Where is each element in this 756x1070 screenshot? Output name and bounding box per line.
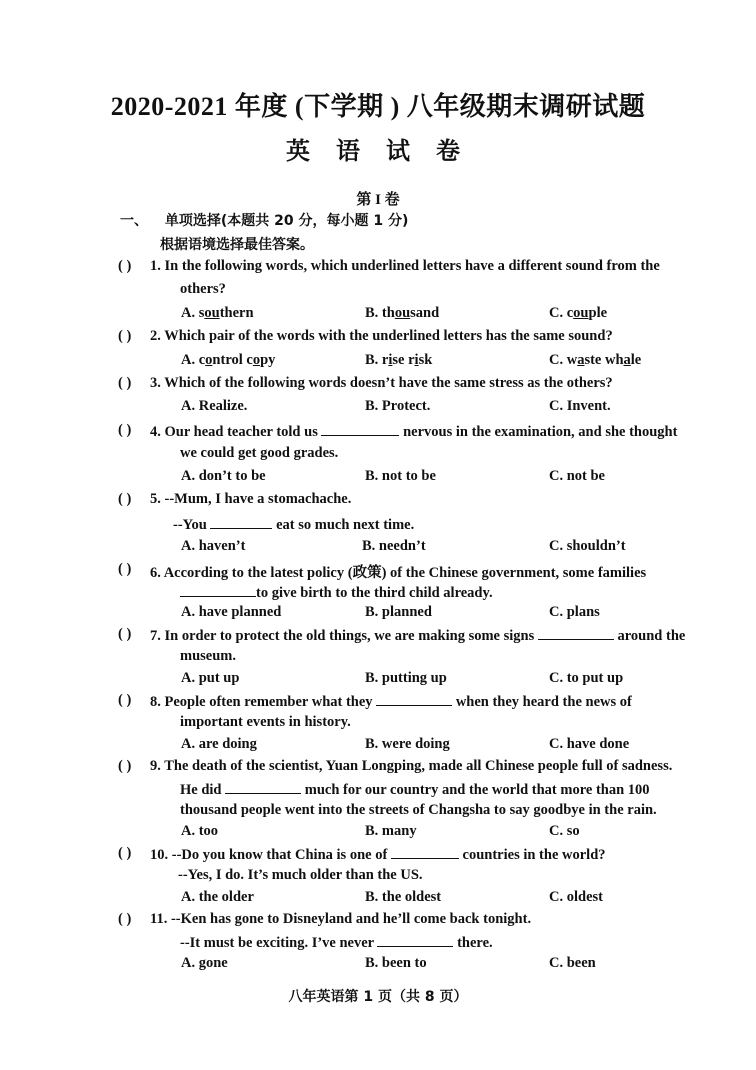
question-2-text: 2. Which pair of the words with the underlined letters has the same sound? <box>150 328 613 344</box>
question-4-text-cont: we could get good grades. <box>180 445 339 461</box>
question-11-option-a[interactable]: A. gone <box>181 955 228 971</box>
question-7-option-c[interactable]: C. to put up <box>549 670 624 686</box>
question-10-option-b[interactable]: B. the oldest <box>365 889 442 905</box>
question-3-option-a[interactable]: A. Realize. <box>181 398 248 414</box>
question-1-text-cont: others? <box>180 281 226 297</box>
answer-paren-6[interactable]: ( ) <box>118 561 132 577</box>
answer-paren-4[interactable]: ( ) <box>118 422 132 438</box>
exam-title: 2020-2021 年度 (下学期 ) 八年级期末调研试题 <box>110 92 646 121</box>
question-6-text-cont: to give birth to the third child already. <box>180 583 493 602</box>
answer-blank <box>210 515 272 529</box>
answer-paren-1[interactable]: ( ) <box>118 258 132 274</box>
question-9-option-a[interactable]: A. too <box>181 823 219 839</box>
question-10-option-a[interactable]: A. the older <box>181 889 254 905</box>
answer-paren-8[interactable]: ( ) <box>118 692 132 708</box>
question-9-text-cont-2: thousand people went into the streets of Changsha to say goodbye in the rain. <box>180 802 657 818</box>
question-5-text: 5. --Mum, I have a stomachache. <box>150 491 352 507</box>
answer-paren-7[interactable]: ( ) <box>118 626 132 642</box>
question-8-text-cont: important events in history. <box>180 714 351 730</box>
question-8-text: 8. People often remember what they when they heard the news of <box>150 694 632 710</box>
answer-blank <box>538 626 614 640</box>
question-4-option-b[interactable]: B. not to be <box>365 468 436 484</box>
question-6-option-a[interactable]: A. have planned <box>181 604 282 620</box>
question-1-option-c[interactable]: C. couple <box>549 305 608 321</box>
section-title: 单项选择(本题共 20 分，每小题 1 分) <box>164 213 409 229</box>
answer-paren-9[interactable]: ( ) <box>118 758 132 774</box>
answer-blank <box>321 422 399 436</box>
question-7-option-a[interactable]: A. put up <box>181 670 240 686</box>
question-11-option-b[interactable]: B. been to <box>365 955 427 971</box>
answer-blank <box>180 583 256 597</box>
question-5-option-b[interactable]: B. needn’t <box>362 538 426 554</box>
question-11-text-cont: --It must be exciting. I’ve never there. <box>180 935 493 951</box>
answer-paren-11[interactable]: ( ) <box>118 911 132 927</box>
question-4-text: 4. Our head teacher told us nervous in the examination, and she thought <box>150 424 678 440</box>
question-4-option-c[interactable]: C. not be <box>549 468 605 484</box>
question-4-option-a[interactable]: A. don’t to be <box>181 468 266 484</box>
question-11-text: 11. --Ken has gone to Disneyland and he’ll come back tonight. <box>150 911 532 927</box>
question-6-text: 6. According to the latest policy (政策) of the Chinese government, some families <box>150 565 647 581</box>
answer-blank <box>377 933 453 947</box>
question-3-option-c[interactable]: C. Invent. <box>549 398 611 414</box>
question-1-option-b[interactable]: B. thousand <box>365 305 440 321</box>
question-5-text-cont: --You eat so much next time. <box>173 517 415 533</box>
volume-label: 第 I 卷 <box>356 192 400 208</box>
page-footer: 八年英语第 1 页（共 8 页） <box>288 989 468 1005</box>
section-number: 一、 <box>120 213 148 229</box>
answer-blank <box>225 780 301 794</box>
question-6-option-c[interactable]: C. plans <box>549 604 600 620</box>
question-1-option-a[interactable]: A. southern <box>181 305 254 321</box>
question-9-option-b[interactable]: B. many <box>365 823 417 839</box>
question-8-option-b[interactable]: B. were doing <box>365 736 450 752</box>
question-7-option-b[interactable]: B. putting up <box>365 670 447 686</box>
question-5-option-c[interactable]: C. shouldn’t <box>549 538 626 554</box>
question-2-option-b[interactable]: B. rise risk <box>365 352 433 368</box>
question-3-option-b[interactable]: B. Protect. <box>365 398 431 414</box>
question-9-text: 9. The death of the scientist, Yuan Longping, made all Chinese people full of sadness. <box>150 758 673 774</box>
question-5-option-a[interactable]: A. haven’t <box>181 538 246 554</box>
question-8-option-a[interactable]: A. are doing <box>181 736 257 752</box>
question-7-text-cont: museum. <box>180 648 236 664</box>
question-10-text: 10. --Do you know that China is one of countries in the world? <box>150 847 606 863</box>
question-1-text: 1. In the following words, which underlined letters have a different sound from the <box>150 258 660 274</box>
answer-paren-2[interactable]: ( ) <box>118 328 132 344</box>
question-9-option-c[interactable]: C. so <box>549 823 580 839</box>
question-11-option-c[interactable]: C. been <box>549 955 596 971</box>
question-6-option-b[interactable]: B. planned <box>365 604 432 620</box>
question-2-option-c[interactable]: C. waste whale <box>549 352 642 368</box>
answer-paren-10[interactable]: ( ) <box>118 845 132 861</box>
question-8-option-c[interactable]: C. have done <box>549 736 630 752</box>
question-7-text: 7. In order to protect the old things, we are making some signs around the <box>150 628 686 644</box>
question-9-text-cont: He did much for our country and the world that more than 100 <box>180 782 650 798</box>
question-3-text: 3. Which of the following words doesn’t have the same stress as the others? <box>150 375 613 391</box>
question-10-text-cont: --Yes, I do. It’s much older than the US. <box>178 867 423 883</box>
answer-paren-5[interactable]: ( ) <box>118 491 132 507</box>
section-heading <box>120 210 408 230</box>
answer-blank <box>376 692 452 706</box>
question-2-option-a[interactable]: A. control copy <box>181 352 276 368</box>
exam-subtitle: 英 语 试 卷 <box>286 139 470 165</box>
answer-blank <box>391 845 459 859</box>
section-instruction: 根据语境选择最佳答案。 <box>160 237 314 253</box>
answer-paren-3[interactable]: ( ) <box>118 375 132 391</box>
question-10-option-c[interactable]: C. oldest <box>549 889 603 905</box>
